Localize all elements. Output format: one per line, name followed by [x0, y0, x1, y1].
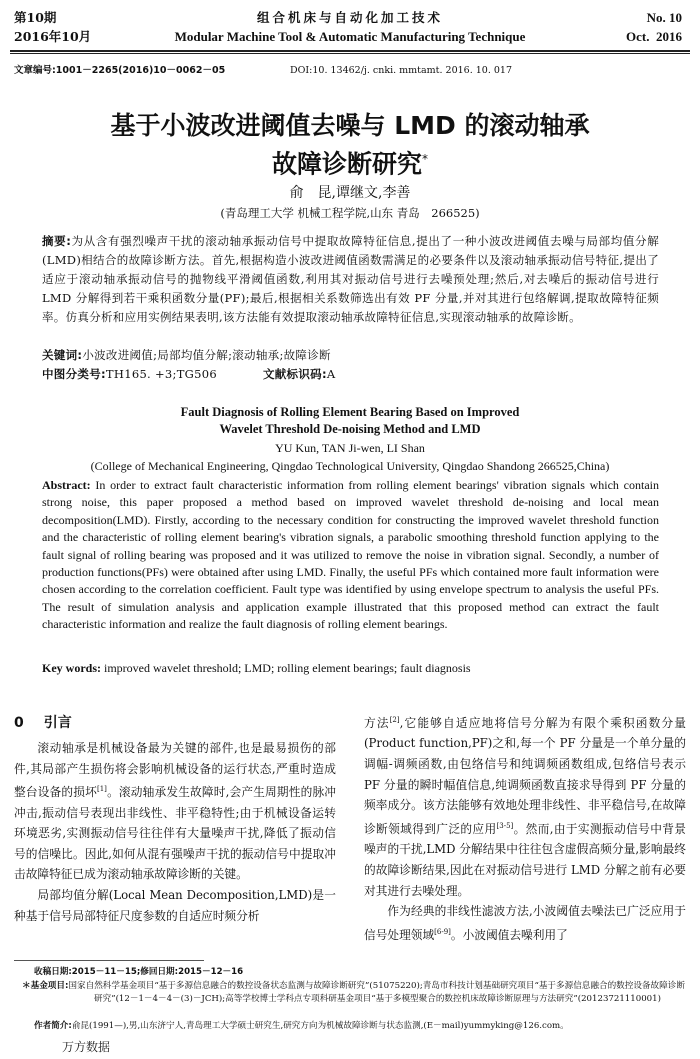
keywords-cn-label: 关键词:	[42, 348, 83, 362]
title-cn-line1: 基于小波改进阈值去噪与 LMD 的滚动轴承	[110, 111, 590, 140]
title-footnote-mark: *	[422, 152, 428, 166]
right-p1-ref1: [2]	[389, 716, 400, 724]
right-p2-b: 。小波阈值去噪利用了	[450, 927, 568, 942]
section-title: 引言	[43, 715, 72, 731]
keywords-cn	[42, 346, 659, 365]
affiliation-cn: (青岛理工大学 机械工程学院,山东 青岛 266525)	[220, 206, 480, 220]
footnote-author-label: 作者简介:	[34, 1021, 72, 1031]
classification-code: TH165. +3;TG506	[105, 367, 218, 381]
left-paragraph-1	[14, 738, 336, 885]
abstract-en-text: In order to extract fault characteristic information from rolling element bearings' vibration signals which contain strong noise, this paper proposed a method based on improved wavelet threshold de-noising and local mean decomposition(LMD). Firstly, according to the necessary condition for constructing the improved wavelet threshold function and the characteristic of rolling element bearing's vibration signals, a parabolic smoothing threshold function applying to the fault signal of rolling bearing was proposed and it was utilized to remove the noise in vibration signal. Secondly, a number of production functions(PFs) were obtained after using LMD. Finally, the useful PFs which contained more fault information were chosen according to the correlation coefficient. Fault type was identified by using envelope spectrum to analysis the useful PFs. The result of simulation analysis and application example illustrated that this proposed method can extract the fault characteristic information and realize the fault diagnosis of rolling element bearings.	[42, 478, 659, 632]
keywords-cn-text: 小波改进阈值;局部均值分解;滚动轴承;故障诊断	[82, 348, 331, 362]
abstract-cn	[42, 232, 659, 327]
title-en-line1: Fault Diagnosis of Rolling Element Bearing Based on Improved	[180, 405, 520, 419]
issue-number: 第10期	[14, 10, 57, 25]
abstract-en	[42, 477, 659, 634]
affiliation-en: (College of Mechanical Engineering, Qingdao Technological University, Qingdao Shandong 266525,China)	[90, 459, 610, 473]
doi: DOI:10. 13462/j. cnki. mmtamt. 2016. 10. 017	[290, 65, 513, 76]
keywords-en-text: improved wavelet threshold; LMD; rolling element bearings; fault diagnosis	[104, 661, 471, 675]
right-p2-ref: [6-9]	[434, 927, 451, 936]
right-paragraph-1	[364, 710, 686, 901]
left-column	[14, 738, 336, 926]
footnote-fund	[22, 980, 686, 1006]
keywords-en	[42, 660, 659, 677]
footnote-author	[34, 1020, 686, 1033]
document-code-label: 文献标识码:	[262, 367, 327, 381]
left-paragraph-2: 局部均值分解(Local Mean Decomposition,LMD)是一种基于信号局部特征尺度参数的自适应时频分析	[14, 888, 336, 923]
document-code: A	[326, 367, 336, 381]
right-p1-a: 方法	[364, 715, 390, 730]
title-cn-line2	[0, 143, 700, 180]
issue-number-en: No. 10	[646, 10, 682, 25]
header-rule-thin	[10, 53, 690, 54]
section-0-heading	[14, 712, 336, 732]
header-rule	[10, 50, 690, 52]
right-p1-c: 。然而,由于实测振动信号中背景噪声的干扰,LMD 分解结果中往往包含虚假高频分量,影响最终的故障诊断结果,因此在对振动信号进行 LMD 分解之前有必要对其进行去噪处理。	[364, 821, 686, 898]
journal-title-cn: 组合机床与自动化加工技术	[256, 10, 443, 25]
classification	[42, 365, 659, 384]
keywords-en-label: Key words:	[42, 661, 101, 675]
left-p1-ref: [1]	[96, 785, 107, 794]
footnote-rule	[14, 960, 204, 961]
footnote-author-text: 俞昆(1991—),男,山东济宁人,青岛理工大学硕士研究生,研究方向为机械故障诊断与状态监测,(E－mail)yummyking@126.com。	[71, 1021, 569, 1031]
right-p1-ref2: [3-5]	[496, 821, 514, 830]
footnote-fund-label: ＊基金项目:	[22, 981, 69, 991]
watermark: 万方数据	[62, 1040, 111, 1054]
footnote-dates	[34, 966, 686, 979]
right-p1-b: ,它能够自适应地将信号分解为有限个乘积函数分量(Product function,PF)之和,每一个 PF 分量是一个单分量的调幅-调频函数,由包络信号和纯调频函数组成,包络信号表示 PF 分量的瞬时幅值信息,纯调频函数直接求导得到 PF 分量的频率成分。该方法能够有效地处理非线性、非平稳信号,在故障诊断领域得到广泛的应用	[364, 715, 686, 836]
footnote-fund-text: 国家自然科学基金项目“基于多源信息融合的数控设备状态监测与故障诊断研究”(51075220);青岛市科技计划基础研究项目“基于多源信息融合的数控设备故障诊断研究”(12－1－4－4－(3)－JCH);高等学校博士学科点专项科研基金项目“基于多模型聚合的数控机床故障诊断原理与方法研究”(20123721110001)	[68, 981, 685, 1004]
title-en-line2: Wavelet Threshold De-noising Method and LMD	[219, 422, 481, 436]
authors-en: YU Kun, TAN Ji-wen, LI Shan	[275, 441, 425, 455]
issue-date: 2016年10月	[14, 29, 92, 44]
footnote-dates-text: 收稿日期:2015－11－15;修回日期:2015－12－16	[34, 967, 244, 977]
right-column	[364, 710, 686, 945]
left-p1-text: 滚动轴承是机械设备最为关键的部件,也是最易损伤的部件,其局部产生损伤将会影响机械设备的运行状态,严重时造成整台设备的损坏	[14, 741, 336, 800]
section-number: 0	[14, 715, 24, 731]
title-cn-line2-text: 故障诊断研究	[271, 149, 422, 179]
left-p1-cont: 。滚动轴承发生故障时,会产生周期性的脉冲冲击,振动信号表现出非线性、非平稳特性;由于机械设备运转环境恶劣,实测振动信号往往伴有大量噪声干扰,降低了振动信号的信噪比。因此,如何从混有强噪声干扰的振动信号中提取冲击故障特征已成为滚动轴承故障诊断的关键。	[14, 785, 336, 882]
issue-date-en: Oct. 2016	[626, 29, 682, 44]
right-paragraph-2	[364, 901, 686, 945]
abstract-en-label: Abstract:	[42, 478, 91, 492]
journal-title-en: Modular Machine Tool & Automatic Manufacturing Technique	[174, 29, 526, 44]
right-p2-a: 作为经典的非线性滤波方法,小波阈值去噪法已广泛应用于信号处理领域	[364, 904, 686, 942]
authors-cn: 俞 昆,谭继文,李善	[289, 185, 411, 201]
article-number	[14, 64, 225, 77]
classification-label: 中图分类号:	[42, 367, 106, 381]
abstract-cn-label: 摘要:	[42, 234, 72, 248]
abstract-cn-text: 为从含有强烈噪声干扰的滚动轴承振动信号中提取故障特征信息,提出了一种小波改进阈值去噪与局部均值分解(LMD)相结合的故障诊断方法。首先,根据构造小波改进阈值函数需满足的必要条件以及滚动轴承振动信号特征,提出了适应于滚动轴承振动信号的抛物线平滑阈值函数,利用其对振动信号进行去噪预处理;然后,对去噪后的振动信号进行 LMD 分解得到若干乘积函数分量(PF);最后,根据相关系数筛选出有效 PF 分量,并对其进行包络解调,提取故障特征频率。仿真分析和应用实例结果表明,该方法能有效提取滚动轴承故障特征信息,实现滚动轴承的故障诊断。	[42, 234, 659, 324]
article-number-text: 文章编号:1001－2265(2016)10－0062－05	[14, 65, 226, 76]
